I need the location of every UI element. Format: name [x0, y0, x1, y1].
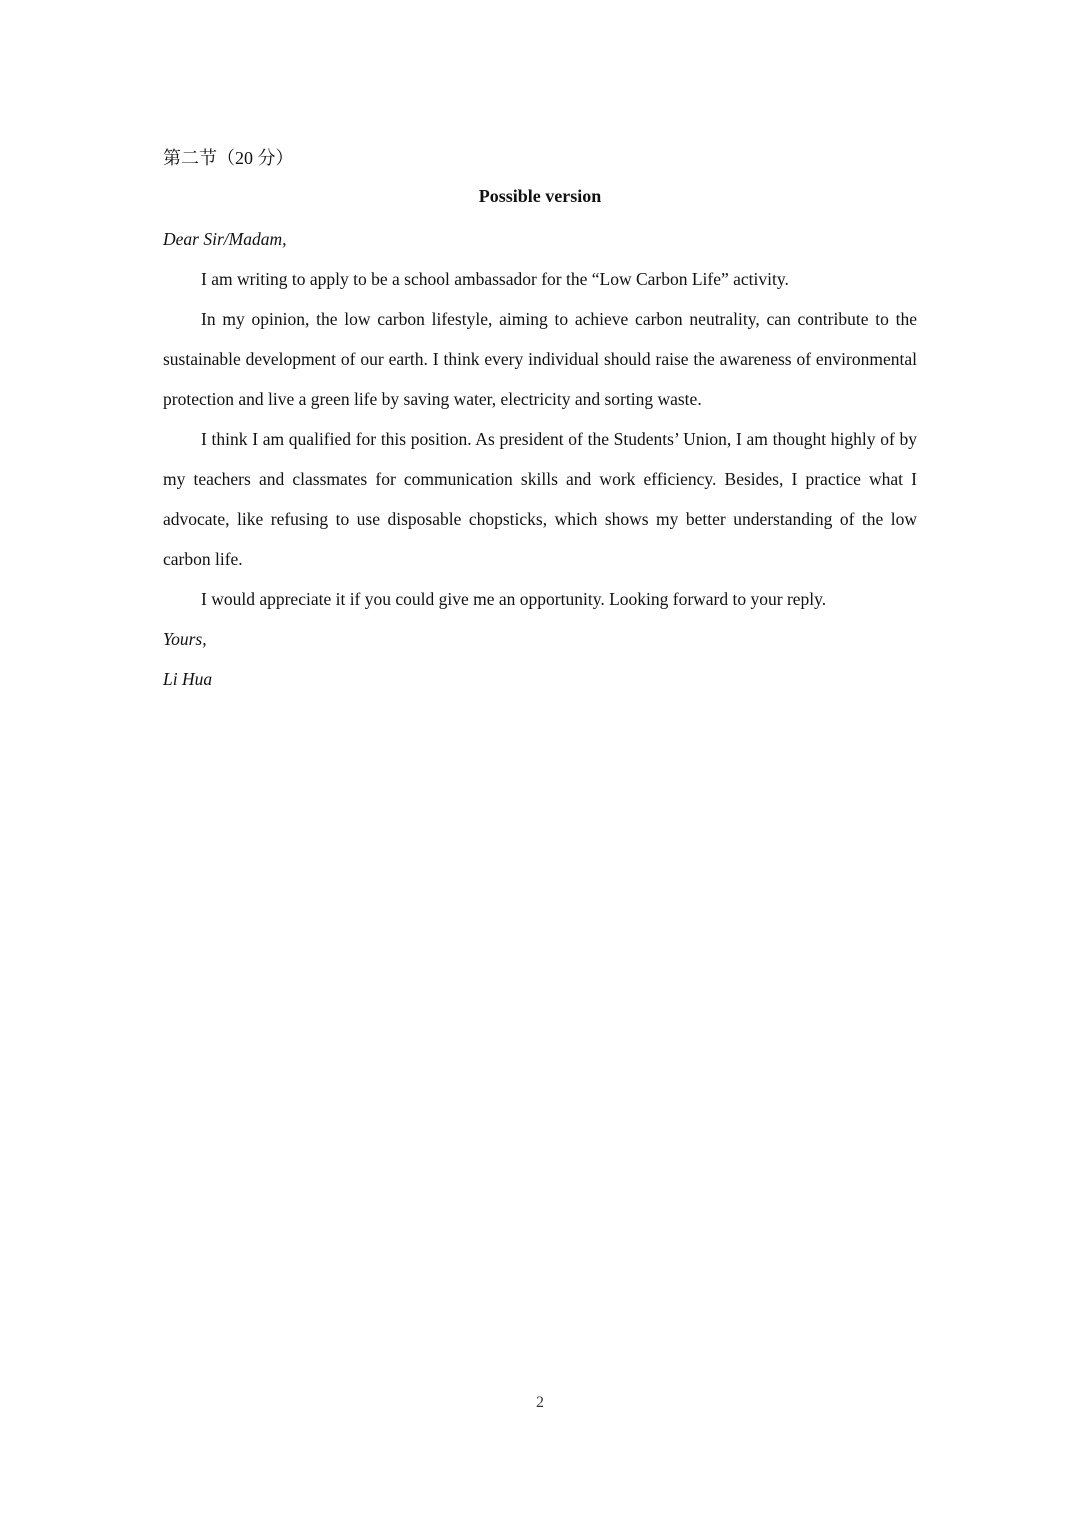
- paragraph-opinion: In my opinion, the low carbon lifestyle, aiming to achieve carbon neutrality, can contribute to the sustainable development of our earth. I think every individual should raise the awareness of environmental protection and live a green life by saving water, electricity and sorting waste.: [163, 309, 917, 409]
- salutation: Dear Sir/Madam,: [163, 229, 287, 249]
- paragraph-qualification: I think I am qualified for this position. As president of the Students’ Union, I am thought highly of by my teachers and classmates for communication skills and work efficiency. Besides, I practice what I advocate, like refusing to use disposable chopsticks, which shows my better understanding of the low carbon life.: [163, 429, 917, 569]
- page-heading: Possible version: [478, 186, 602, 206]
- paragraph-intro: I am writing to apply to be a school ambassador for the “Low Carbon Life” activity.: [201, 269, 789, 289]
- paragraph-conclusion: I would appreciate it if you could give me an opportunity. Looking forward to your reply.: [201, 589, 827, 609]
- page-number: 2: [536, 1394, 544, 1411]
- letter-content: [163, 143, 917, 699]
- signature: Li Hua: [163, 669, 213, 689]
- closing: Yours,: [163, 629, 207, 649]
- section-label: 第二节（20 分）: [163, 148, 294, 168]
